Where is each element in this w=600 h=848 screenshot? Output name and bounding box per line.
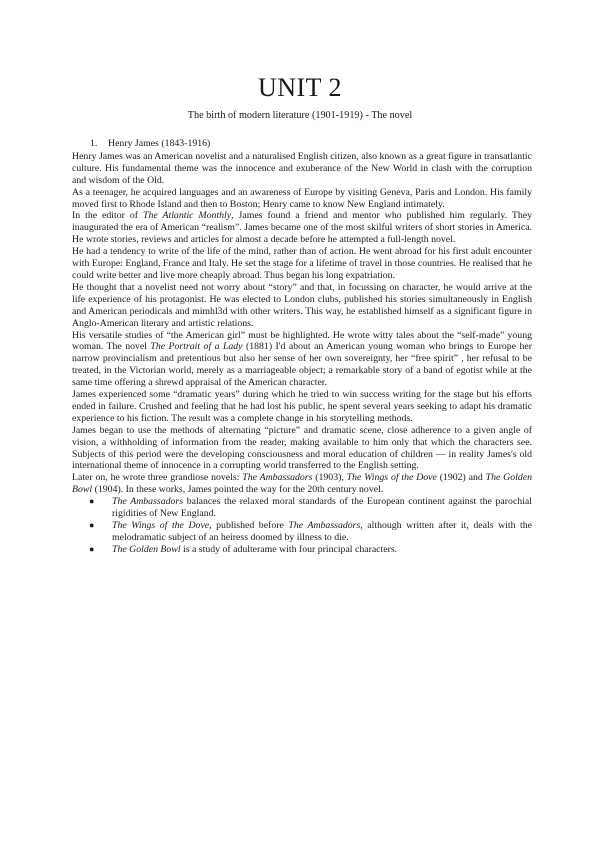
novel-title: The Golden Bowl bbox=[112, 543, 181, 555]
bullet-icon: ● bbox=[89, 520, 95, 530]
book-title: The Ambassadors bbox=[242, 472, 313, 484]
paragraph-9: Later on, he wrote three grandiose novels: The Ambassadors (1903), The Wings of the Dove (1902) and The Golden Bowl (1904). In these works, James pointed the way for the 20th century novel. bbox=[72, 472, 533, 496]
paragraph-3: In the editor of The Atlantic Monthly, James found a friend and mentor who published him regularly. They inaugurated the era of American “realism”. James became one of the most skilful writers of short stories in America. He wrote stories, reviews and articles for almost a decade before he attempted a full-length novel. bbox=[72, 210, 532, 246]
unit-title: UNIT 2 bbox=[257, 73, 343, 102]
list-item bbox=[72, 496, 532, 520]
section-heading bbox=[72, 138, 532, 150]
novel-list bbox=[72, 496, 532, 556]
paragraph-1: Henry James was an American novelist and a naturalised English citizen, also known as a great figure in transatlantic culture. His fundamental theme was the innocence and exuberance of the New World in clash with the corruption and wisdom of the Old. bbox=[72, 150, 532, 186]
bullet-icon: ● bbox=[89, 543, 95, 554]
book-title: The Wings of the Dove bbox=[346, 472, 437, 484]
list-item bbox=[72, 544, 532, 556]
list-item bbox=[72, 520, 532, 544]
book-title: The Atlantic Monthly bbox=[143, 210, 232, 222]
unit-subtitle: The birth of modern literature (1901-1919) - The novel bbox=[187, 110, 413, 121]
section-number: 1. bbox=[90, 138, 98, 149]
paragraph-4: He had a tendency to write of the life of the mind, rather than of action. He went abroad for his first adult encounter with Europe: England, France and Italy. He set the stage for a lifetime of travel in those countries. He realised that he could write better and live more cheaply abroad. Thus began his long expatriation. bbox=[72, 246, 532, 281]
list-item-text: balances the relaxed moral standards of the European continent against the parochial rigidities of New England. bbox=[112, 496, 532, 520]
paragraph-8: James began to use the methods of alternating “picture” and dramatic scene, close adherence to a given angle of vision, a withholding of information from the reader, making available to him only that which the characters see. Subjects of this period were the developing consciousness and moral education of children — in reality James's old international theme of innocence in a corrupting world transferred to the English setting. bbox=[72, 424, 532, 472]
document-body bbox=[72, 138, 532, 556]
list-item-text: is a study of adulterame with four principal characters. bbox=[180, 543, 398, 555]
list-item-text: published before bbox=[211, 520, 289, 531]
list-item-text: although written after it, deals with the melodramatic subject of an heiress doomed by illness to die. bbox=[112, 520, 533, 543]
paragraph-7: James experienced some “dramatic years” during which he tried to win success writing for the stage but his efforts ended in failure. Crushed and feeling that he had lost his public, he spent several years seeking to adapt his dramatic experience to his fiction. The result was a complete change in his storytelling methods. bbox=[72, 389, 532, 424]
section-heading-text: Henry James (1843-1916) bbox=[108, 138, 211, 149]
paragraph-5: He thought that a novelist need not worry about “story” and that, in focussing on character, he would arrive at the life experience of his protagonist. He was elected to London clubs, published his stories simultaneously in English and American periodicals and mimhl3d with other writers. This way, he established himself as a significant figure in Anglo-American literary and artistic relations. bbox=[72, 281, 532, 329]
book-title: The Portrait of a Lady bbox=[150, 341, 243, 353]
paragraph-2: As a teenager, he acquired languages and an awareness of Europe by visiting Geneva, Paris and London. His family moved first to Rhode Island and then to Boston; Henry came to know New England intimately. bbox=[72, 186, 532, 210]
novel-title: The Wings of the Dove, bbox=[112, 520, 212, 531]
bullet-icon: ● bbox=[89, 496, 95, 507]
paragraph-6: His versatile studies of “the American girl” must be highlighted. He wrote witty tales about the “self-made” young woman. The novel The Portrait of a Lady (1881) I'd about an American young woman who brings to Europe her narrow provincialism and pretentious but also her sense of her own sovereignty, her “free spirit” , her refusal to be treated, in the Victorian world, merely as a marriageable object; a remarkable story of a band of egotist while at the same time offering a shrewd appraisal of the American character. bbox=[72, 329, 532, 389]
novel-title: The Ambassadors bbox=[112, 496, 184, 508]
book-title: The Golden Bowl bbox=[72, 472, 533, 496]
novel-title: The Ambassadors, bbox=[288, 520, 363, 531]
